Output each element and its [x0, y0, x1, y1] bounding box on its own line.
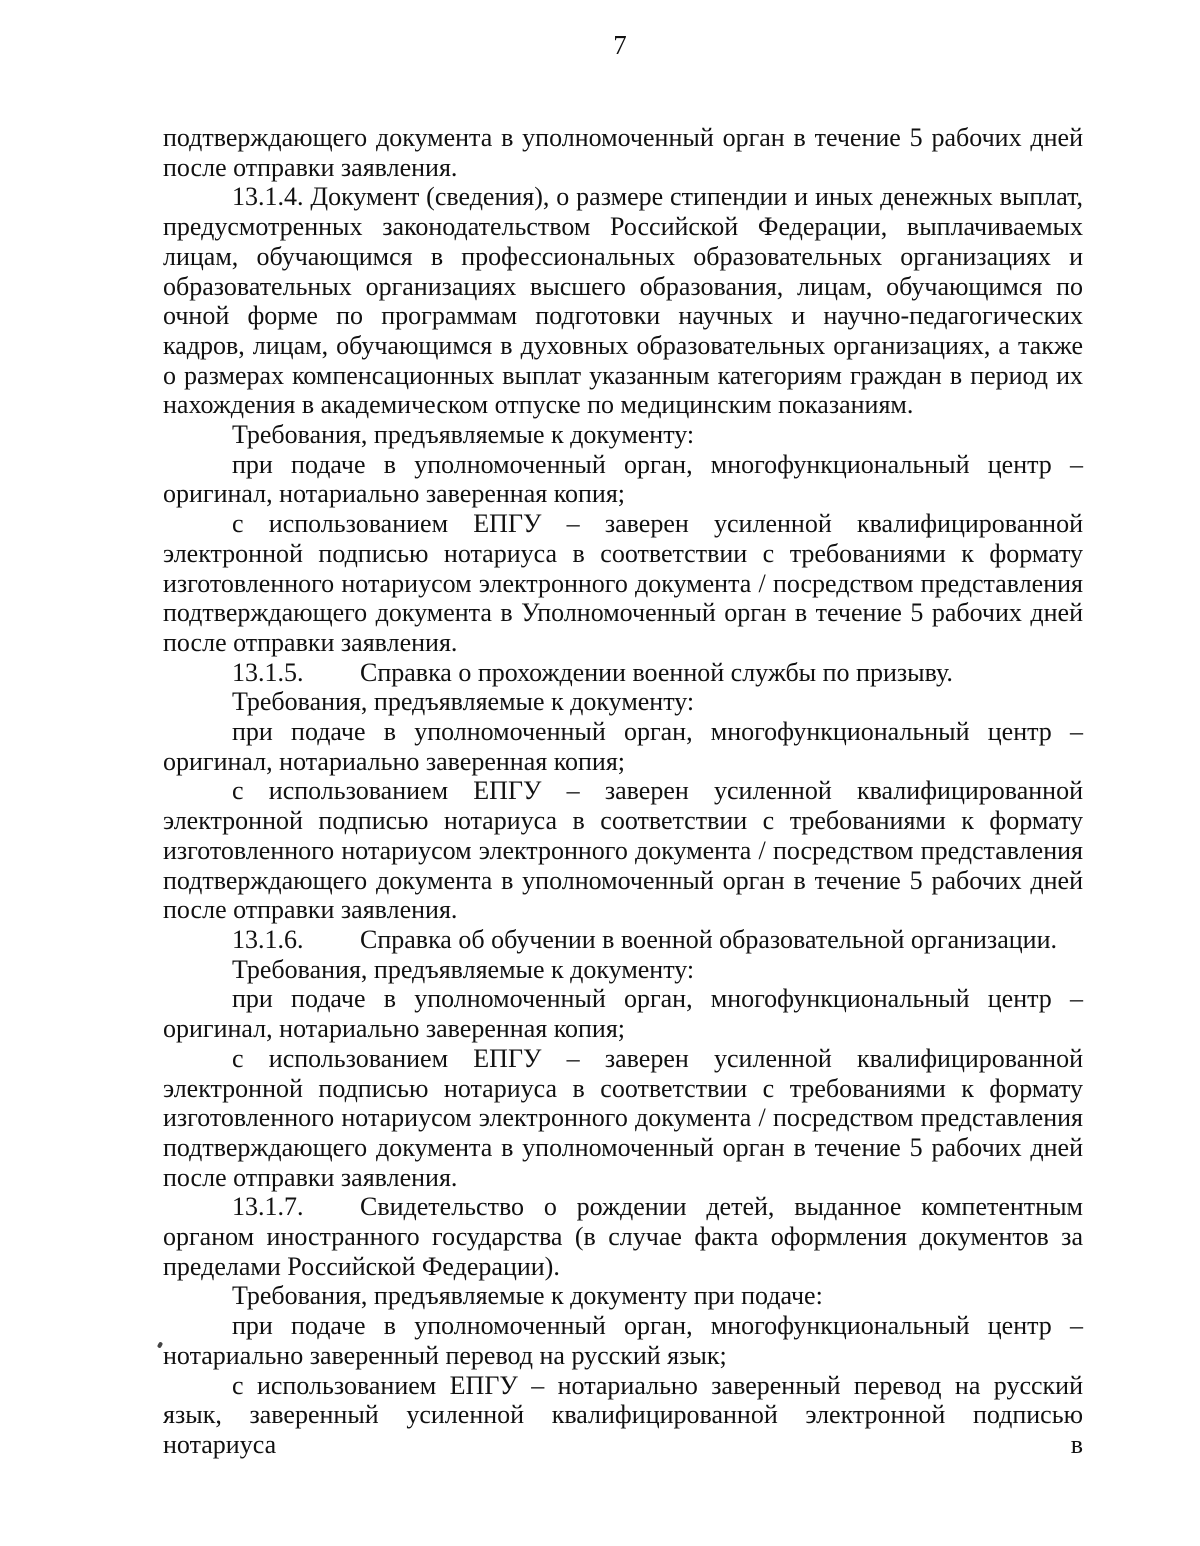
requirement-epgu: с использованием ЕПГУ – нотариально заверенный перевод на русский язык, заверенный усиленной квалифицированной электронной подписью нотариуса в [163, 1370, 1083, 1459]
requirement-in-person: при подаче в уполномоченный орган, многофункциональный центр – оригинал, нотариально заверенная копия; [163, 449, 1083, 509]
item-text: Справка о прохождении военной службы по призыву. [360, 657, 953, 687]
requirement-in-person: при подаче в уполномоченный орган, многофункциональный центр – оригинал, нотариально заверенная копия; [163, 984, 1083, 1044]
requirement-in-person: при подаче в уполномоченный орган, многофункциональный центр – нотариально заверенный перевод на русский язык; [163, 1311, 1083, 1370]
requirements-heading: Требования, предъявляемые к документу: [232, 420, 695, 450]
item-number: 13.1.6. [232, 924, 304, 954]
requirement-epgu: с использованием ЕПГУ – заверен усиленной квалифицированной электронной подписью нотариуса в соответствии с требованиями к формату изготовленного нотариусом электронного документа / посредством представления подтверждающего документа в уполномоченный орган в течение 5 рабочих дней после отправки заявления. [163, 1043, 1083, 1192]
requirements-heading: Требования, предъявляемые к документу: [232, 954, 695, 984]
page-number: 7 [613, 30, 627, 60]
item-number: 13.1.7. [232, 1192, 304, 1222]
document-body [163, 123, 1083, 1460]
item-13-1-6 [163, 925, 1083, 955]
requirement-epgu: с использованием ЕПГУ – заверен усиленной квалифицированной электронной подписью нотариуса в соответствии с требованиями к формату изготовленного нотариусом электронного документа / посредством представления подтверждающего документа в уполномоченный орган в течение 5 рабочих дней после отправки заявления. [163, 776, 1083, 925]
requirement-in-person: при подаче в уполномоченный орган, многофункциональный центр – оригинал, нотариально заверенная копия; [163, 717, 1083, 776]
item-13-1-7 [163, 1192, 1083, 1281]
paragraph-continuation: подтверждающего документа в уполномоченный орган в течение 5 рабочих дней после отправки заявления. [163, 123, 1083, 182]
requirements-heading: Требования, предъявляемые к документу: [232, 687, 695, 717]
item-number: 13.1.5. [232, 657, 304, 687]
item-text: Свидетельство о рождении детей, выданное компетентным органом иностранного государства (в случае факта оформления документов за пределами Российской Федерации). [163, 1192, 1083, 1281]
item-text: Справка об обучении в военной образовательной организации. [360, 924, 1057, 954]
requirement-epgu: с использованием ЕПГУ – заверен усиленной квалифицированной электронной подписью нотариуса в соответствии с требованиями к формату изготовленного нотариусом электронного документа / посредством представления подтверждающего документа в Уполномоченный орган в течение 5 рабочих дней после отправки заявления. [163, 509, 1083, 657]
requirements-heading: Требования, предъявляемые к документу при подаче: [232, 1281, 823, 1311]
item-13-1-5 [163, 658, 1083, 688]
paragraph-13-1-4: 13.1.4. Документ (сведения), о размере стипендии и иных денежных выплат, предусмотренных законодательством Российской Федерации, выплачиваемых лицам, обучающимся в профессиональных образовательных организациях и образовательных организациях высшего образования, лицам, обучающимся по очной форме по программам подготовки научных и научно-педагогических кадров, лицам, обучающимся в духовных образовательных организациях, а также о размерах компенсационных выплат указанным категориям граждан в период их нахождения в академическом отпуске по медицинским показаниям. [163, 182, 1083, 420]
